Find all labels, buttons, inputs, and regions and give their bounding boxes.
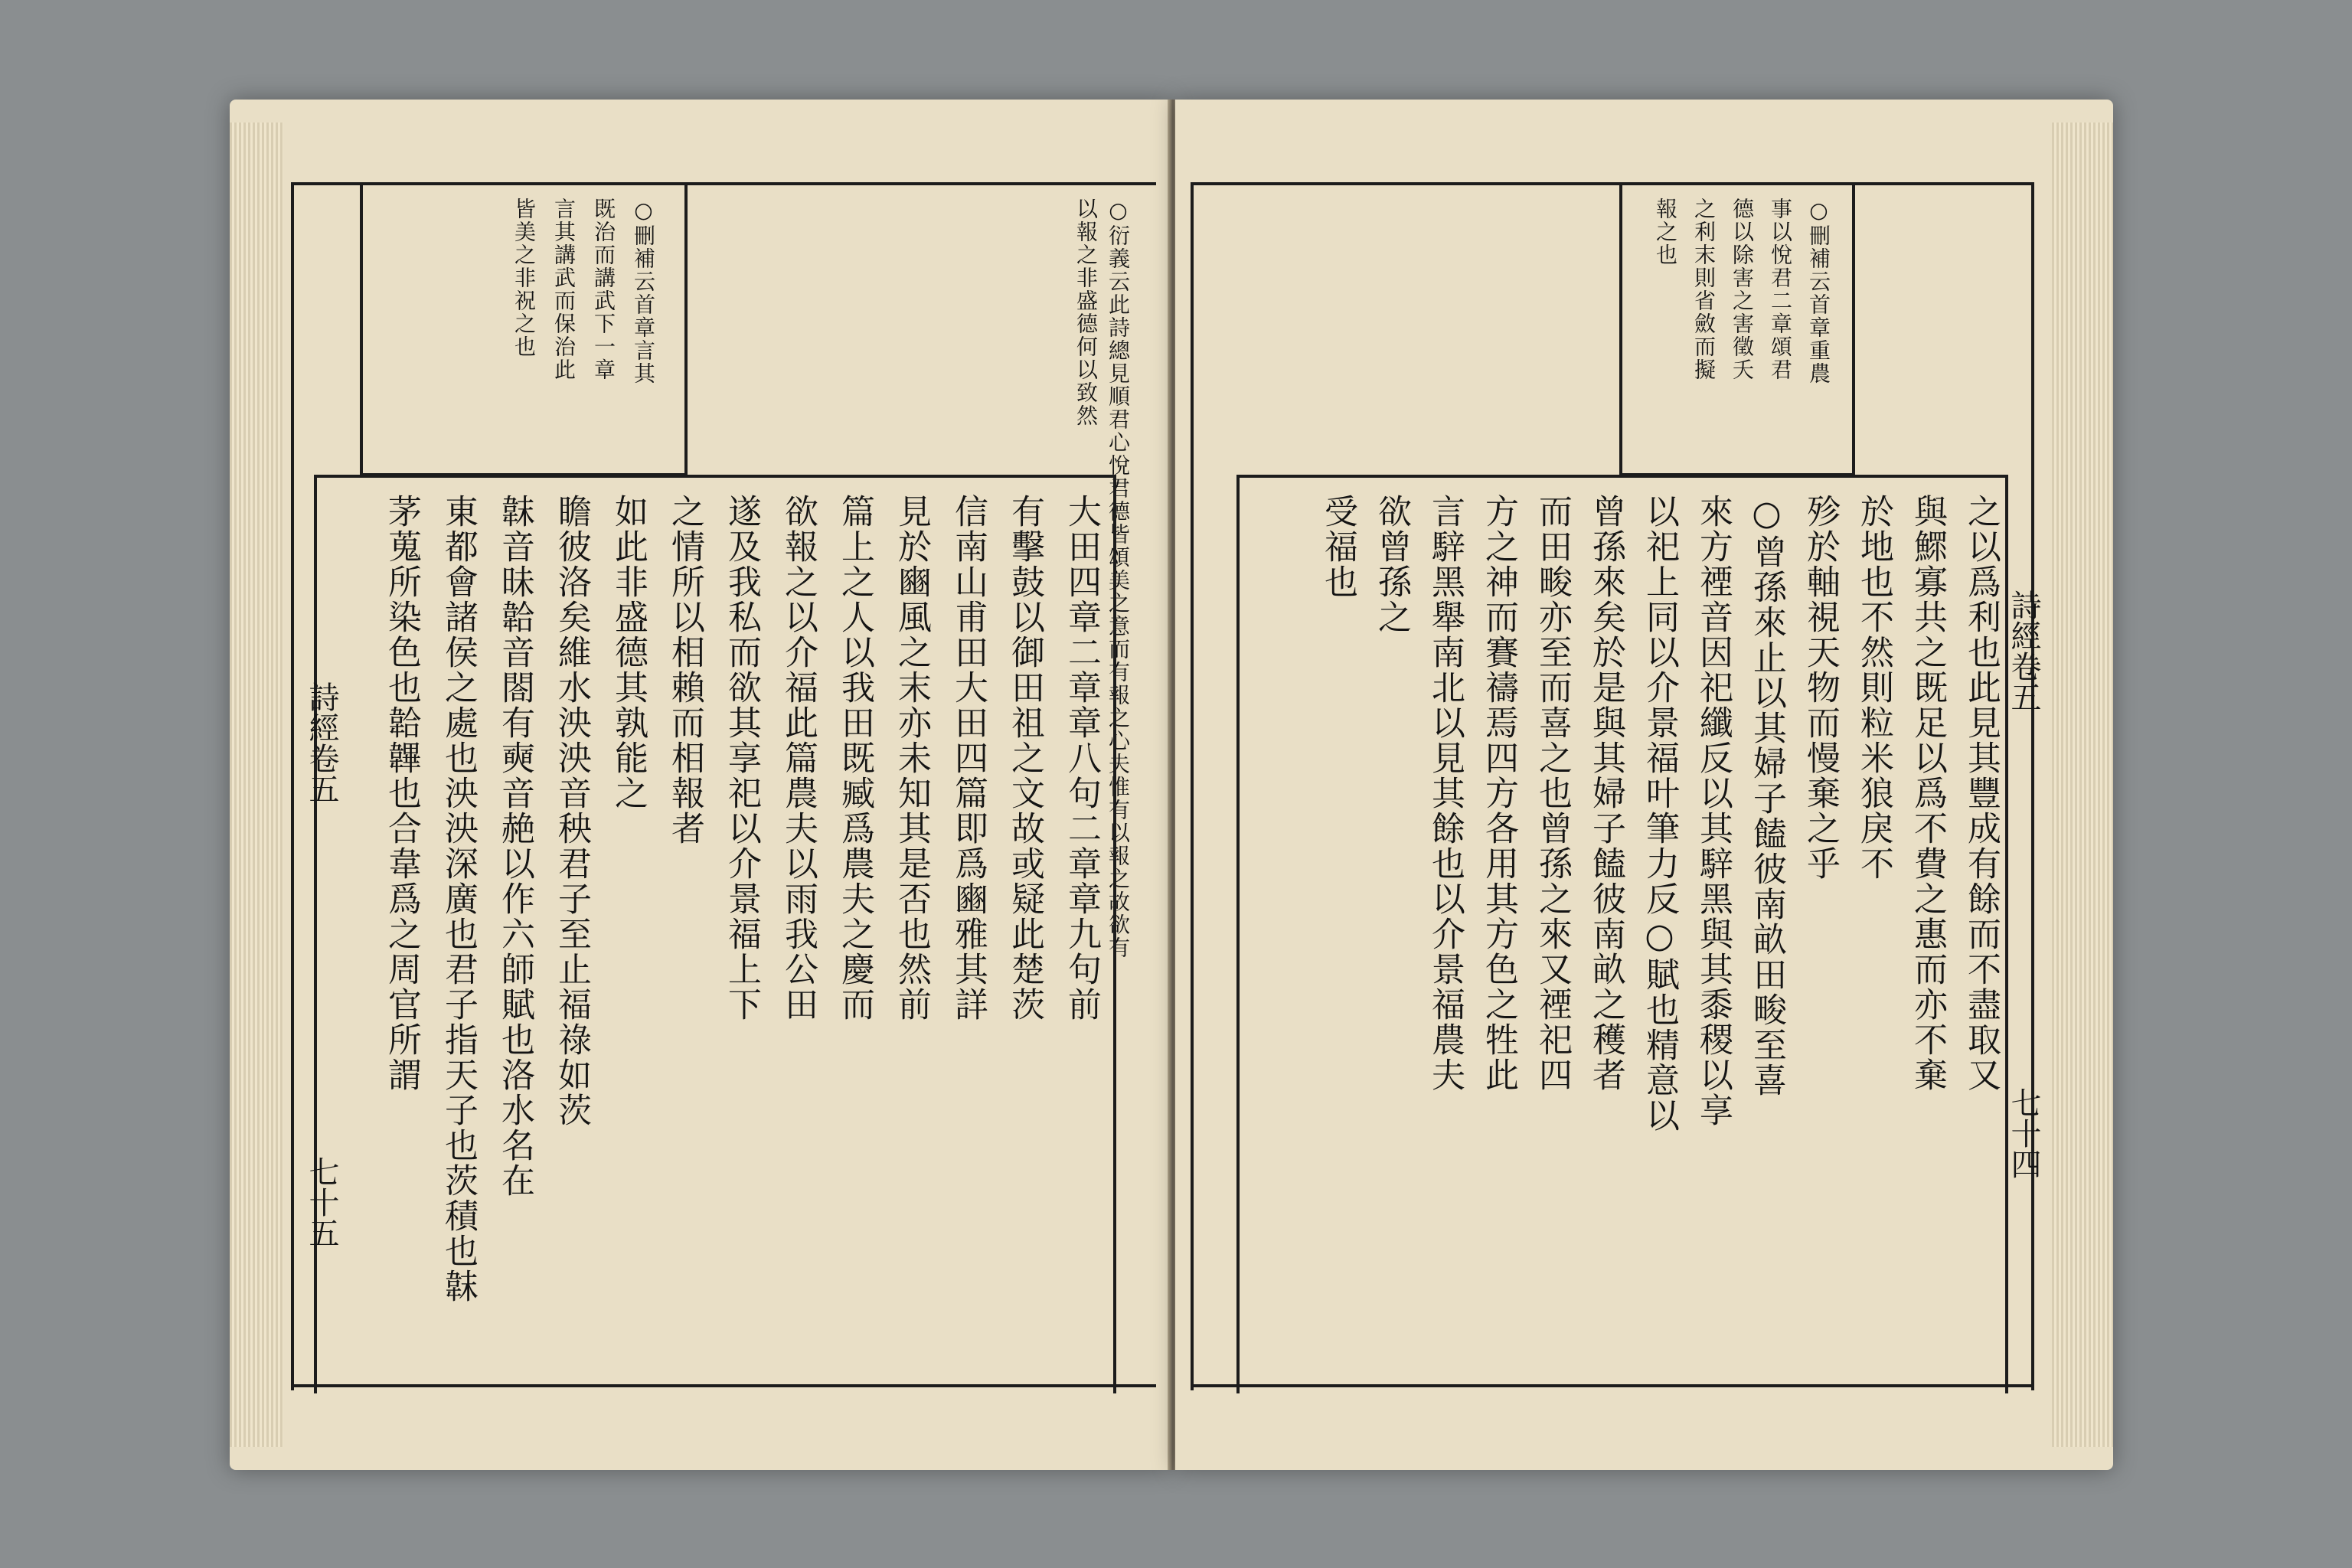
text-column: 東都會諸侯之處也泱泱深廣也君子指天子也茨積也韎 [439,494,478,1304]
text-column: ○刪補云首章重農 [1806,198,1831,385]
text-column: 之情所以相賴而相報者 [665,494,704,846]
outer-rule [291,182,294,1390]
text-column: 於地也不然則粒米狼戾不 [1854,494,1893,881]
text-column: 以報之非盛德何以致然 [1073,198,1099,427]
text-column: 瞻彼洛矣維水泱泱音秧君子至止福祿如茨 [552,494,591,1128]
text-column: 茅蒐所染色也韐韠也合韋爲之周官所謂 [382,494,421,1093]
text-column: 事以悅君二章頌君 [1768,198,1793,381]
text-column: 如此非盛德其孰能之 [609,494,648,811]
top-rule [1191,182,2033,185]
text-column: 言騂黑舉南北以見其餘也以介景福農夫 [1426,494,1465,1093]
text-column: 韎音昧韐音閤有奭音赩以作六師賦也洛水名在 [495,494,534,1198]
text-column: ○曾孫來止以其婦子饁彼南畝田畯至喜 [1747,494,1786,1098]
text-column: 言其講武而保治此 [551,198,577,381]
text-column: 報之也 [1653,198,1678,266]
text-column: 篇上之人以我田既臧爲農夫之慶而 [835,494,874,1022]
text-column: 信南山甫田大田四篇即爲豳雅其詳 [949,494,988,1022]
text-column: 以祀上同以介景福叶筆力反○賦也精意以 [1640,494,1679,1133]
outer-rule [2031,182,2034,1390]
text-column: 方之神而賽禱焉四方各用其方色之牲此 [1479,494,1518,1093]
text-column: 見於豳風之末亦未知其是否也然前 [892,494,931,1022]
page-edge [2052,122,2113,1447]
text-column: ○刪補云首章言其 [631,198,656,385]
open-book [230,100,2113,1470]
page-edge [230,122,283,1447]
text-column: 欲報之以介福此篇農夫以雨我公田 [779,494,818,1022]
text-column: 來方禋音因祀纖反以其騂黑與其黍稷以享 [1694,494,1733,1128]
text-column: 既治而講武下一章 [591,198,616,381]
text-column: 德以除害之害徵夭 [1730,198,1755,381]
text-column: 大田四章二章章八句二章章九句前 [1062,494,1101,1022]
text-column: 遂及我私而欲其享祀以介景福上下 [722,494,761,1022]
text-column: 之利末則省斂而擬 [1691,198,1717,381]
text-column: 皆美之非祝之也 [511,198,537,358]
text-column: 殄於軸視天物而慢棄之乎 [1801,494,1840,881]
text-column: 曾孫來矣於是與其婦子饁彼南畝之穫者 [1586,494,1625,1093]
right-page [1175,100,2113,1470]
text-column: ○衍義云此詩總見順君心悅君德皆頌美之意而有報之心夫惟有以報之故欲有 [1106,198,1131,959]
margin-title: 詩經卷五 [2006,590,2041,712]
left-page [230,100,1170,1470]
outer-rule [1191,182,1194,1390]
text-column: 有擊鼓以御田祖之文故或疑此楚茨 [1005,494,1044,1022]
text-column: 受福也 [1318,494,1357,599]
text-column: 與鰥寡共之既足以爲不費之惠而亦不棄 [1908,494,1947,1093]
margin-title: 詩經卷五 [304,681,339,804]
text-column: 而田畯亦至而喜之也曾孫之來又禋祀四 [1533,494,1572,1093]
page-number: 七十五 [304,1156,339,1248]
page-number: 七十四 [2006,1087,2041,1179]
text-column: 欲曾孫之 [1372,494,1411,635]
text-column: 之以爲利也此見其豐成有餘而不盡取又 [1962,494,2001,1093]
